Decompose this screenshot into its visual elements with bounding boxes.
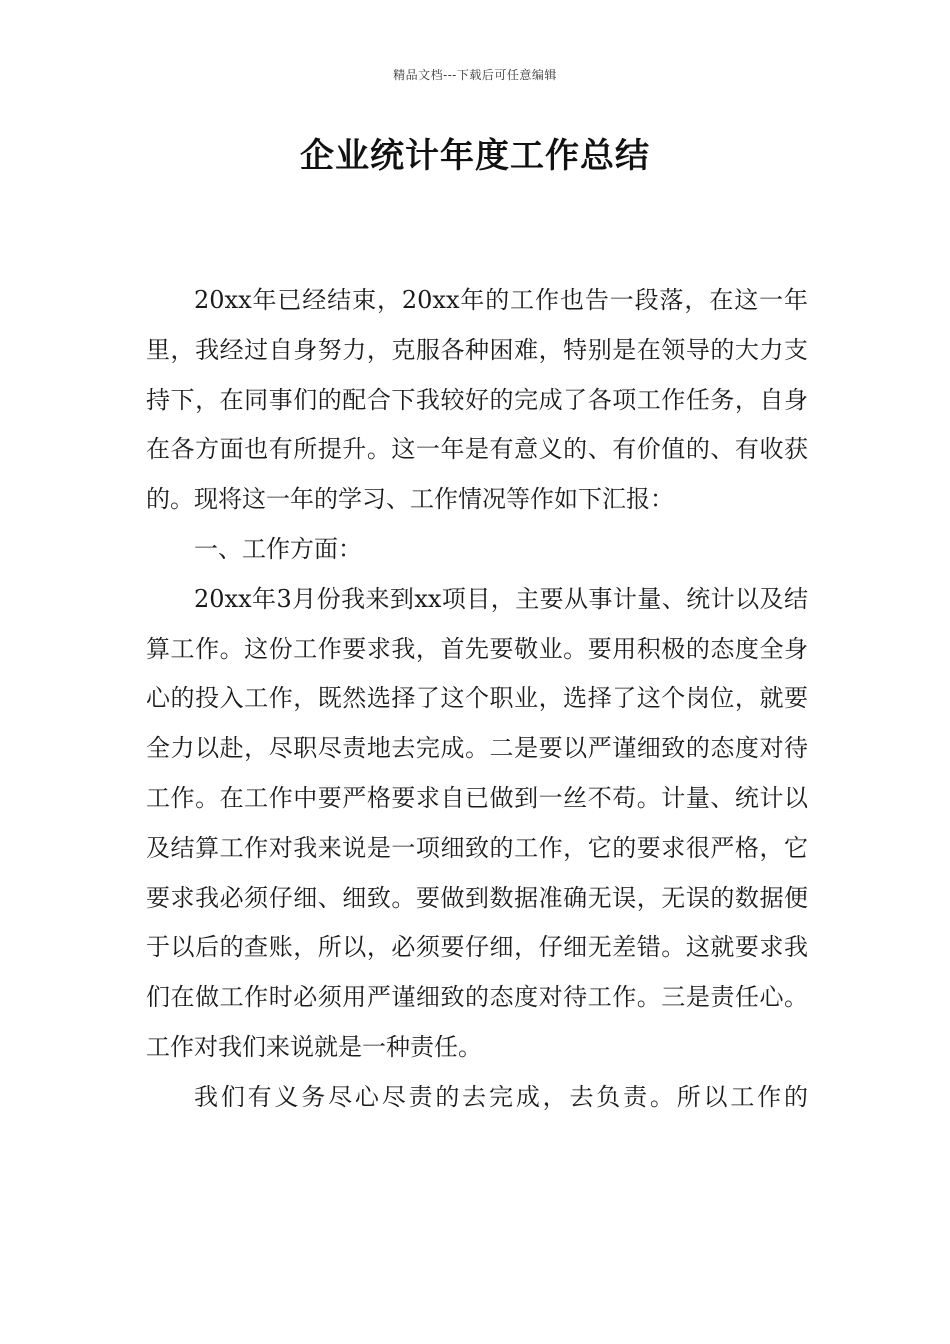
header-note: 精品文档---下载后可任意编辑	[393, 68, 557, 82]
paragraph-work-details: 20xx年3月份我来到xx项目，主要从事计量、统计以及结算工作。这份工作要求我，首先要敬业。要用积极的态度全身心的投入工作，既然选择了这个职业，选择了这个岗位，就要全力以赴，尽职尽责地去完成。二是要以严谨细致的态度对待工作。在工作中要严格要求自已做到一丝不苟。计量、统计以及结算工作对我来说是一项细致的工作，它的要求很严格，它要求我必须仔细、细致。要做到数据准确无误，无误的数据便于以后的查账，所以，必须要仔细，仔细无差错。这就要求我们在做工作时必须用严谨细致的态度对待工作。三是责任心。工作对我们来说就是一种责任。	[146, 584, 808, 1061]
paragraph-section-heading: 一、工作方面：	[194, 534, 362, 563]
document-title: 企业统计年度工作总结	[300, 136, 650, 176]
document-body	[146, 276, 808, 1123]
paragraph-continuation: 我们有义务尽心尽责的去完成，去负责。所以工作的	[194, 1082, 808, 1111]
paragraph-intro: 20xx年已经结束，20xx年的工作也告一段落，在这一年里，我经过自身努力，克服各种困难，特别是在领导的大力支持下，在同事们的配合下我较好的完成了各项工作任务，自身在各方面也有所提升。这一年是有意义的、有价值的、有收获的。现将这一年的学习、工作情况等作如下汇报：	[146, 286, 808, 514]
